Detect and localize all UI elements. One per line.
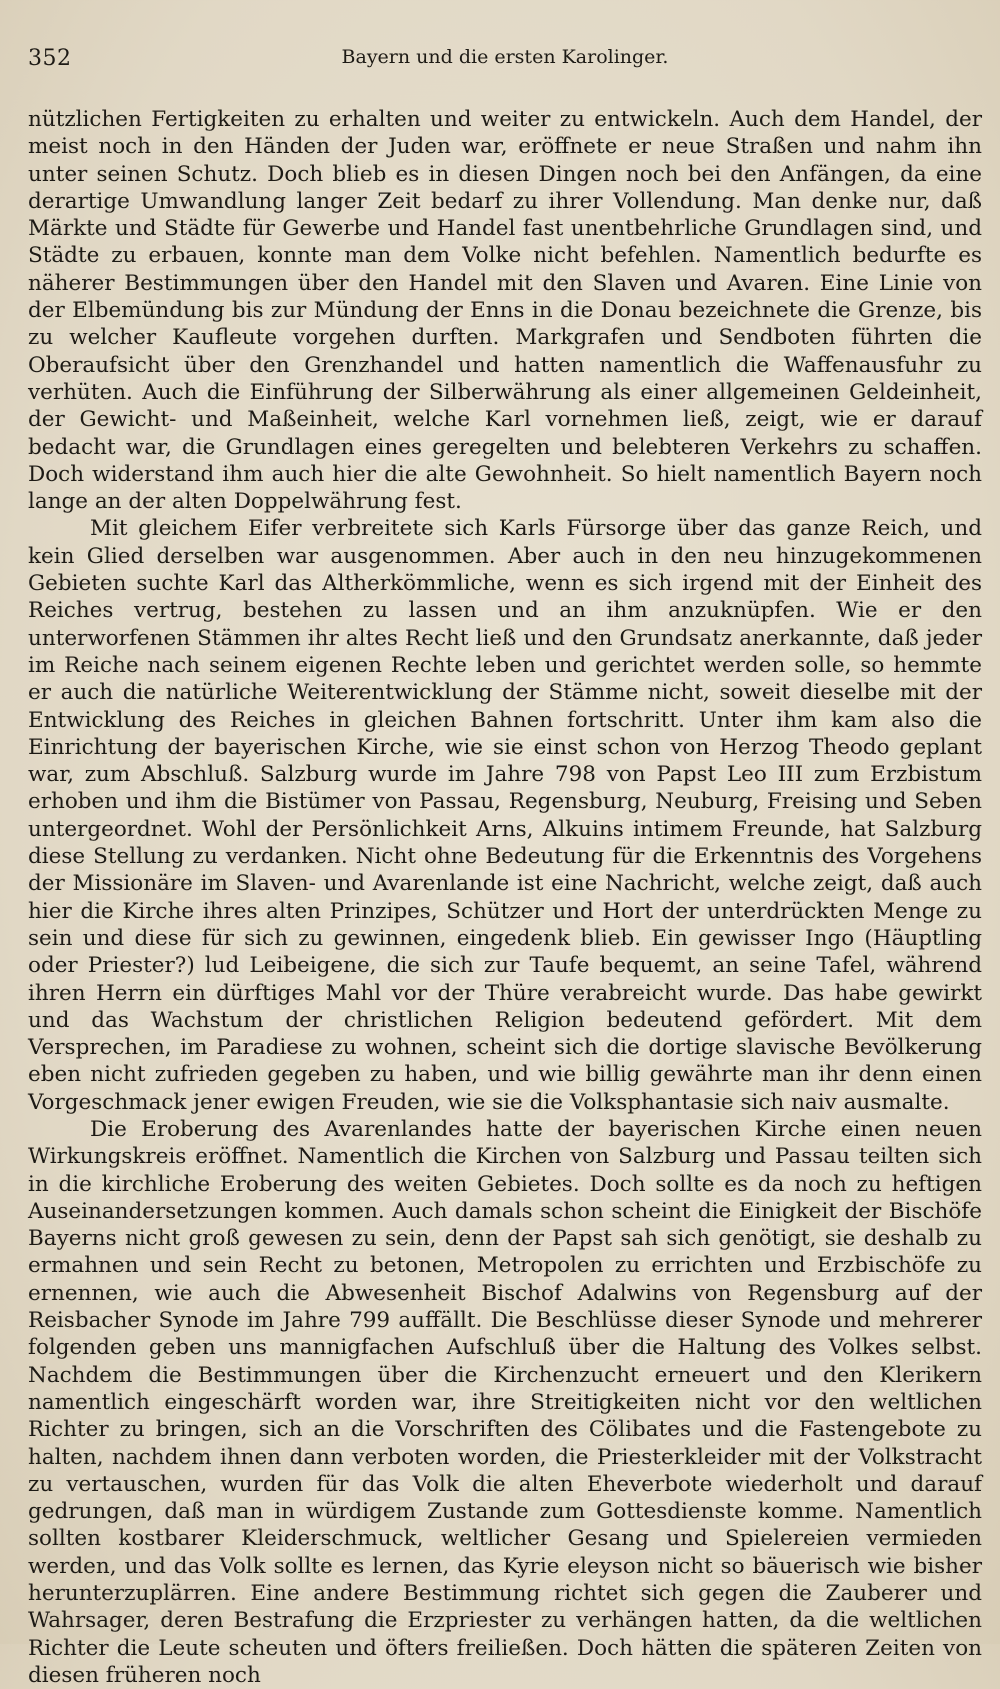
running-title: Bayern und die ersten Karolinger. [341, 46, 669, 68]
paragraph-2: Mit gleichem Eifer verbreitete sich Karls Fürsorge über das ganze Reich, und kein Glied derselben war ausgenommen. Aber auch in den neu hinzugekommenen Gebieten suchte Karl das Altherkömmliche, wenn es sich irgend mit der Einheit des Reiches vertrug, bestehen zu lassen und an ihm anzuknüpfen. Wie er den unterworfenen Stämmen ihr altes Recht ließ und den Grundsatz anerkannte, daß jeder im Reiche nach seinem eigenen Rechte leben und gerichtet werden solle, so hemmte er auch die natürliche Weiterentwicklung der Stämme nicht, soweit dieselbe mit der Entwicklung des Reiches in gleichen Bahnen fortschritt. Unter ihm kam also die Einrichtung der bayerischen Kirche, wie sie einst schon von Herzog Theodo geplant war, zum Abschluß. Salzburg wurde im Jahre 798 von Papst Leo III zum Erzbistum erhoben und ihm die Bistümer von Passau, Regensburg, Neuburg, Freising und Seben untergeordnet. Wohl der Persönlichkeit Arns, Alkuins intimem Freunde, hat Salzburg diese Stellung zu verdanken. Nicht ohne Bedeutung für die Erkenntnis des Vorgehens der Missionäre im Slaven- und Avarenlande ist eine Nachricht, welche zeigt, daß auch hier die Kirche ihres alten Prinzipes, Schützer und Hort der unterdrückten Menge zu sein und diese für sich zu gewinnen, eingedenk blieb. Ein gewisser Ingo (Häuptling oder Priester?) lud Leibeigene, die sich zur Taufe bequemt, an seine Tafel, während ihren Herrn ein dürftiges Mahl vor der Thüre verabreicht wurde. Das habe gewirkt und das Wachstum der christlichen Religion bedeutend gefördert. Mit dem Versprechen, im Paradiese zu wohnen, scheint sich die dortige slavische Bevölkerung eben nicht zufrieden gegeben zu haben, und wie billig gewährte man ihr denn einen Vorgeschmack jener ewigen Freuden, wie sie die Volksphantasie sich naiv ausmalte. [28, 516, 982, 1115]
paragraph-3: Die Eroberung des Avarenlandes hatte der bayerischen Kirche einen neuen Wirkungskreis eröffnet. Namentlich die Kirchen von Salzburg und Passau teilten sich in die kirchliche Eroberung des weiten Gebietes. Doch sollte es da noch zu heftigen Auseinandersetzungen kommen. Auch damals schon scheint die Einigkeit der Bischöfe Bayerns nicht groß gewesen zu sein, denn der Papst sah sich genötigt, sie deshalb zu ermahnen und sein Recht zu betonen, Metropolen zu errichten und Erzbischöfe zu ernennen, wie auch die Abwesenheit Bischof Adalwins von Regensburg auf der Reisbacher Synode im Jahre 799 auffällt. Die Beschlüsse dieser Synode und mehrerer folgenden geben uns mannigfachen Aufschluß über die Haltung des Volkes selbst. Nachdem die Bestimmungen über die Kirchenzucht erneuert und den Klerikern namentlich eingeschärft worden war, ihre Streitigkeiten nicht vor den weltlichen Richter zu bringen, sich an die Vorschriften des Cölibates und die Fastengebote zu halten, nachdem ihnen dann verboten worden, die Priesterkleider mit der Volkstracht zu vertauschen, wurden für das Volk die alten Eheverbote wiederholt und darauf gedrungen, daß man in würdigem Zustande zum Gottesdienste komme. Namentlich sollten kostbarer Kleiderschmuck, weltlicher Gesang und Spielereien vermieden werden, und das Volk sollte es lernen, das Kyrie eleyson nicht so bäuerisch wie bisher herunterzuplärren. Eine andere Bestimmung richtet sich gegen die Zauberer und Wahrsager, deren Bestrafung die Erzpriester zu verhängen hatten, da die weltlichen Richter die Leute scheuten und öfters freiließen. Doch hätten die späteren Zeiten von diesen früheren noch [28, 1116, 982, 1688]
page-number: 352 [28, 46, 72, 71]
page-header [28, 46, 982, 90]
paragraph-1: nützlichen Fertigkeiten zu erhalten und weiter zu entwickeln. Auch dem Handel, der meist noch in den Händen der Juden war, eröffnete er neue Straßen und nahm ihn unter seinen Schutz. Doch blieb es in diesen Dingen noch bei den Anfängen, da eine derartige Umwandlung langer Zeit bedarf zu ihrer Vollendung. Man denke nur, daß Märkte und Städte für Gewerbe und Handel fast unentbehrliche Grundlagen sind, und Städte zu erbauen, konnte man dem Volke nicht befehlen. Namentlich bedurfte es näherer Bestimmungen über den Handel mit den Slaven und Avaren. Eine Linie von der Elbemündung bis zur Mündung der Enns in die Donau bezeichnete die Grenze, bis zu welcher Kaufleute vorgehen durften. Markgrafen und Sendboten führten die Oberaufsicht über den Grenzhandel und hatten namentlich die Waffenausfuhr zu verhüten. Auch die Einführung der Silberwährung als einer allgemeinen Geldeinheit, der Gewicht- und Maßeinheit, welche Karl vornehmen ließ, zeigt, wie er darauf bedacht war, die Grundlagen eines geregelten und belebteren Verkehrs zu schaffen. Doch widerstand ihm auch hier die alte Gewohnheit. So hielt namentlich Bayern noch lange an der alten Doppelwährung fest. [28, 107, 982, 515]
body-text [28, 106, 982, 1689]
